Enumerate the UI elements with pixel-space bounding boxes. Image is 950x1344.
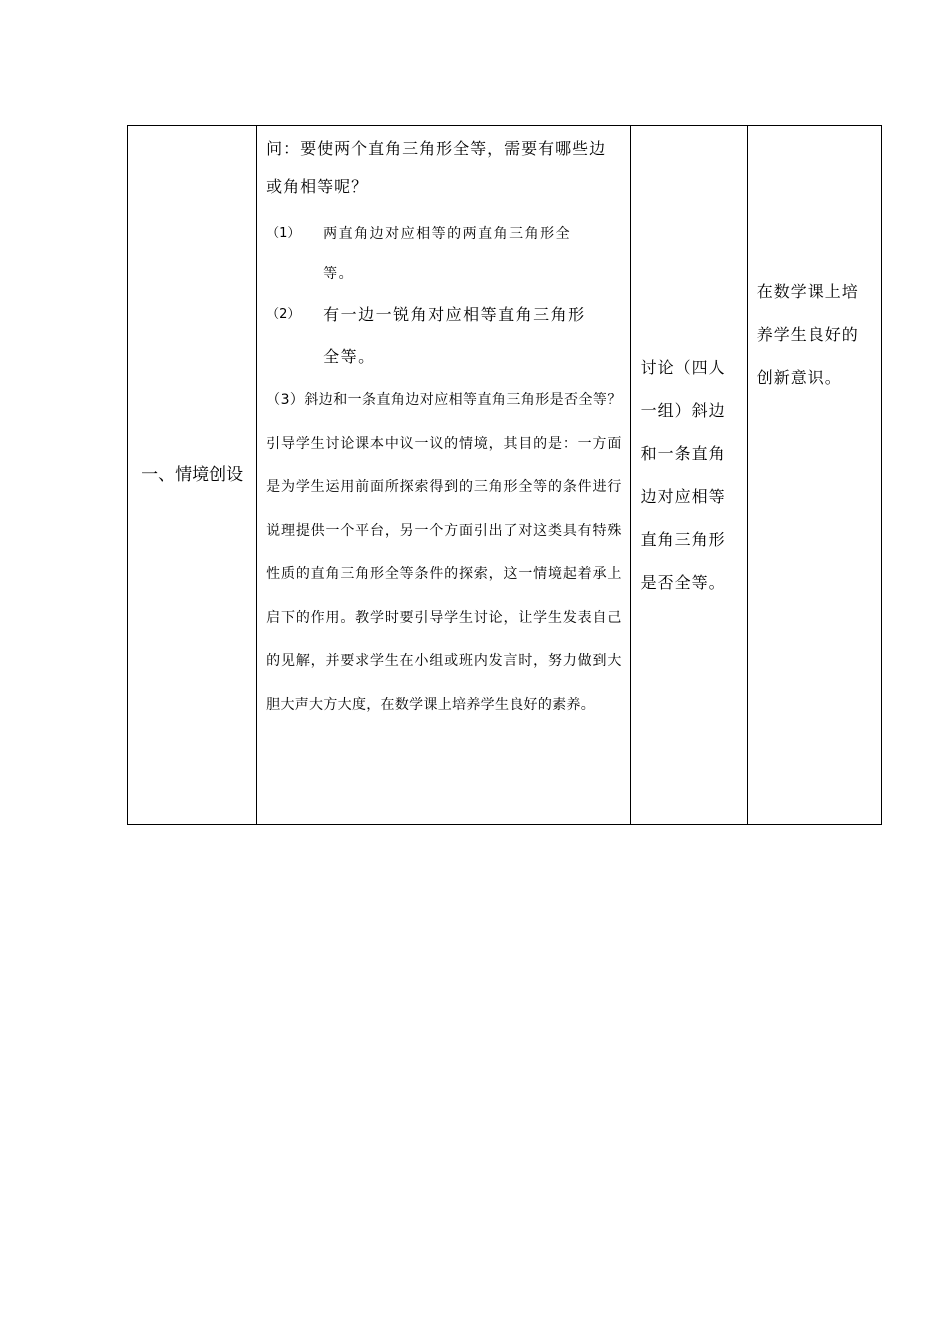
stage-label: 一、情境创设 xyxy=(141,465,244,485)
list-item xyxy=(266,294,621,378)
item-text xyxy=(323,294,621,378)
design-intent-text: 在数学课上培养学生良好的创新意识。 xyxy=(756,282,859,387)
item-text-line: 全等。 xyxy=(323,347,376,366)
item-text-line: 等。 xyxy=(323,266,355,282)
stage-cell xyxy=(128,126,257,825)
item-number: （1） xyxy=(266,226,301,241)
item-text-line: 两直角边对应相等的两直角三角形全 xyxy=(323,226,572,242)
teaching-content-cell xyxy=(257,126,630,825)
question-text: 问：要使两个直角三角形全等，需要有哪些边或角相等呢？ xyxy=(266,139,607,196)
lesson-plan-table xyxy=(127,125,882,825)
design-intent-cell xyxy=(747,126,881,825)
table-row xyxy=(128,126,882,825)
discussion-paragraph: （3）斜边和一条直角边对应相等直角三角形是否全等？引导学生讨论课本中议一议的情境，其目的是：一方面是为学生运用前面所探索得到的三角形全等的条件进行说理提供一个平台，另一个方面引出了对这类具有特殊性质的直角三角形全等条件的探索，这一情境起着承上启下的作用。教学时要引导学生讨论，让学生发表自己的见解，并要求学生在小组或班内发言时，努力做到大胆大声大方大度，在数学课上培养学生良好的素养。 xyxy=(266,392,622,713)
item-text-line: 有一边一锐角对应相等直角三角形 xyxy=(323,305,586,324)
student-activity-cell xyxy=(630,126,747,825)
item-number: （2） xyxy=(266,307,301,322)
student-activity-text: 讨论（四人一组）斜边和一条直角边对应相等直角三角形是否全等。 xyxy=(640,358,726,592)
item-text xyxy=(323,214,621,294)
list-item xyxy=(266,214,621,294)
